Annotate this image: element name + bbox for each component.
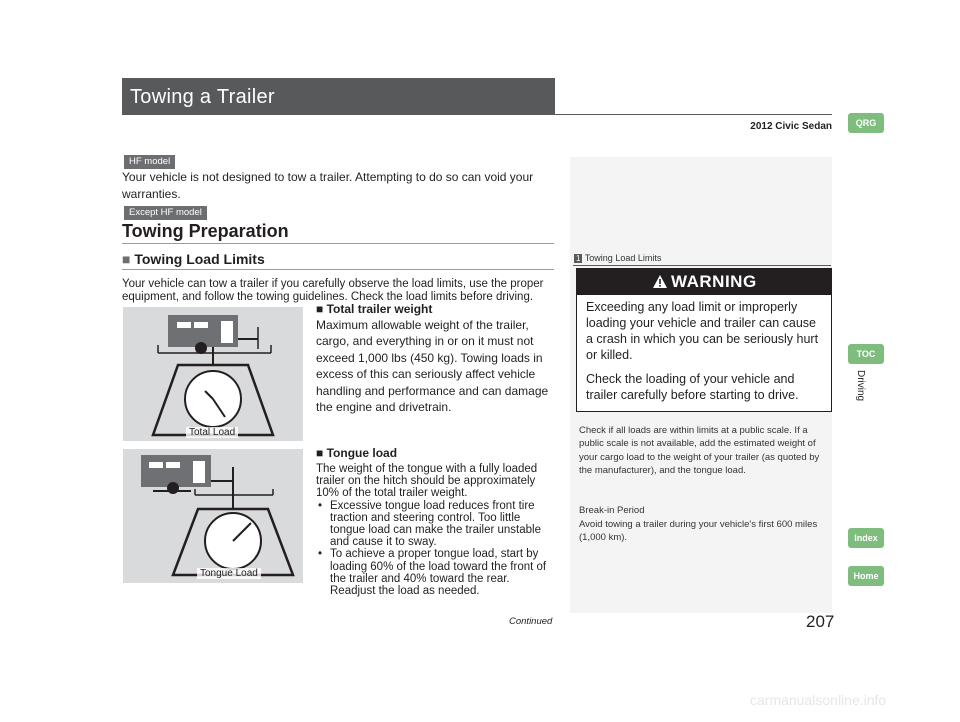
toc-button[interactable]: TOC [848, 344, 884, 364]
warning-text-1: Exceeding any load limit or improperly loading your vehicle and trailer can cause a crash in which you can be seriously hurt or killed. [586, 300, 819, 362]
warning-header [577, 269, 831, 295]
warning-title: WARNING [671, 272, 757, 291]
section-heading: Towing Preparation [122, 221, 289, 241]
side-note-1: Check if all loads are within limits at a public scale. If a public scale is not available, add the estimated weight of your cargo load to the weight of your trailer (as quoted by the manufacturer), and the tongue load. [579, 425, 820, 477]
tongue-load-heading [316, 446, 556, 460]
total-load-illustration [123, 307, 303, 441]
total-load-figure [123, 307, 303, 441]
section-rule [122, 243, 554, 244]
section-label: Driving [855, 370, 866, 402]
model-name: 2012 Civic Sedan [750, 121, 832, 132]
total-weight-heading [316, 302, 552, 316]
subsection-title: Towing Load Limits [134, 251, 265, 267]
side-note-2: Avoid towing a trailer during your vehicle's first 600 miles (1,000 km). [579, 519, 818, 544]
tongue-bullet-2: • To achieve a proper tongue load, start by loading 60% of the load toward the front of the trailer and 40% toward the rear. Readjust the load as needed. [316, 548, 556, 597]
side-ref-marker: 1 [576, 254, 581, 263]
page-number: 207 [806, 612, 835, 631]
except-hf-tag: Except HF model [124, 206, 207, 220]
tongue-load-title: Tongue load [326, 446, 398, 460]
tongue-bullet-1: • Excessive tongue load reduces front tire traction and steering control. Too little tongue load can make the trailer unstable and cause it to sway. [316, 500, 556, 549]
warning-icon [652, 274, 668, 289]
title-rule [122, 114, 832, 115]
prep-intro: Your vehicle can tow a trailer if you carefully observe the load limits, use the proper equipment, and follow the towing guidelines. Check the load limits before driving. [122, 278, 544, 303]
total-weight-block [316, 302, 552, 415]
total-load-label: Total Load [186, 427, 238, 438]
page-title: Towing a Trailer [130, 86, 275, 108]
tongue-load-illustration [123, 449, 303, 583]
tongue-load-figure [123, 449, 303, 583]
watermark: carmanualsonline.info [750, 692, 887, 708]
warning-text-2: Check the loading of your vehicle and trailer carefully before starting to drive. [586, 372, 799, 402]
title-bar [122, 78, 555, 115]
intro-text: Your vehicle is not designed to tow a trailer. Attempting to do so can void your warranties. [122, 170, 534, 201]
subsection-marker: ■ [122, 251, 131, 267]
home-button[interactable]: Home [848, 566, 884, 586]
warning-box [576, 268, 832, 412]
side-note-2-title: Break-in Period [579, 505, 645, 516]
side-ref-title: Towing Load Limits [584, 253, 662, 263]
continued-label: Continued [509, 616, 553, 627]
total-weight-text: Maximum allowable weight of the trailer, cargo, and everything in or on it must not exceed 1,000 lbs (450 kg). Towing loads in excess of this can seriously affect vehicle handling and performance and can damage the engine and drivetrain. [316, 318, 549, 415]
tongue-load-block [316, 446, 556, 597]
side-ref [574, 253, 661, 263]
subsection-heading [122, 251, 265, 267]
tongue-load-label: Tongue Load [197, 568, 261, 579]
side-ref-rule [573, 265, 831, 266]
total-weight-marker: ■ [316, 302, 324, 316]
total-weight-title: Total trailer weight [326, 302, 433, 316]
tongue-load-marker: ■ [316, 446, 324, 460]
qrg-button[interactable]: QRG [848, 113, 884, 133]
hf-model-tag: HF model [124, 155, 175, 169]
subsection-rule [122, 269, 554, 270]
index-button[interactable]: Index [848, 528, 884, 548]
tongue-load-text: The weight of the tongue with a fully loaded trailer on the hitch should be approximately 10% of the total trailer weight. [316, 463, 538, 500]
